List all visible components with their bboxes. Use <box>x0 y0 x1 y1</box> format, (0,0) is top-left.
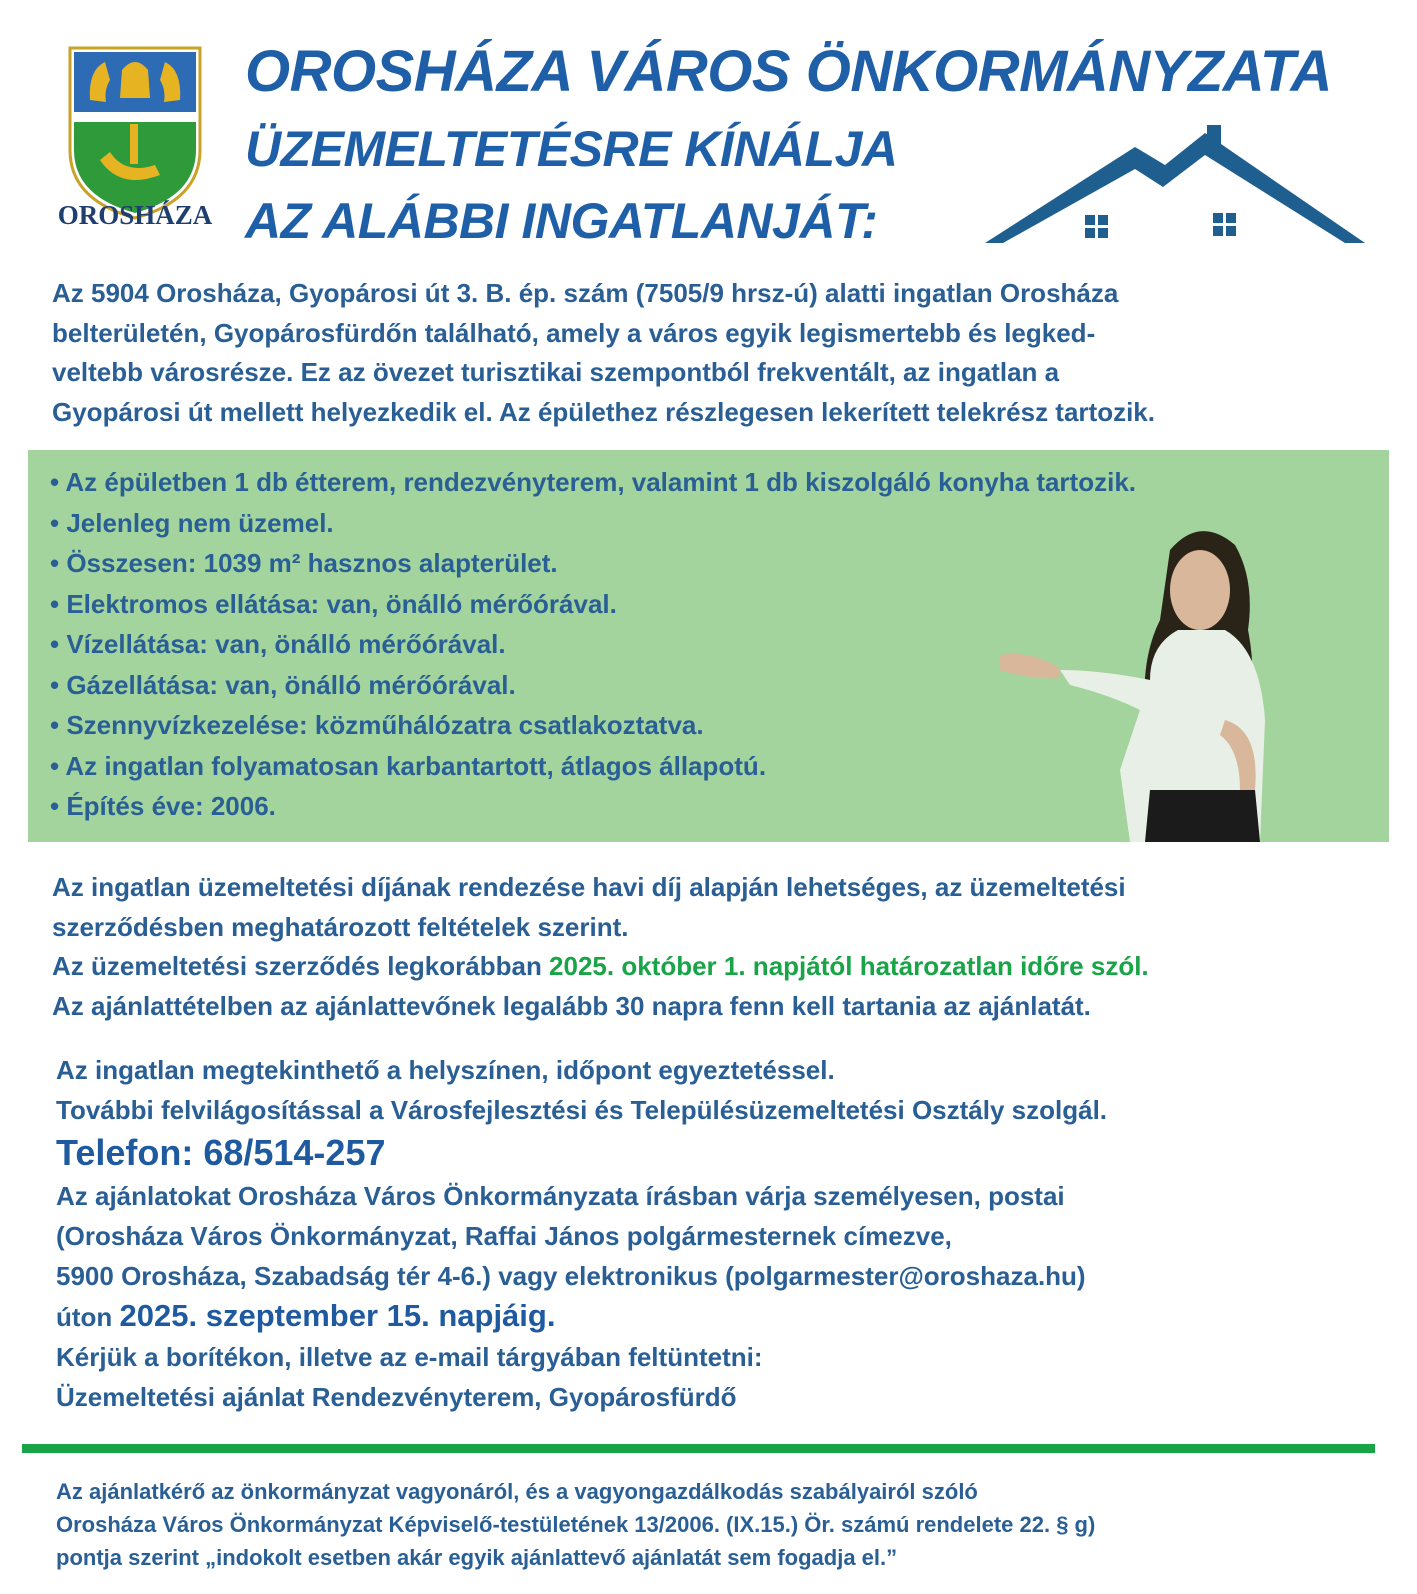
city-coat-of-arms-logo <box>57 40 213 240</box>
feature-item: • Jelenleg nem üzemel. <box>50 503 1136 544</box>
contract-start-highlight: 2025. október 1. napjától határozatlan időre szól. <box>549 951 1149 981</box>
deadline-line <box>56 1296 1386 1337</box>
footer-line: Az ajánlatkérő az önkormányzat vagyonáról, és a vagyongazdálkodás szabályairól szóló <box>56 1479 978 1504</box>
intro-paragraph <box>52 274 1382 432</box>
payment-line: szerződésben meghatározott feltételek szerint. <box>52 911 629 942</box>
house-roof-icon <box>985 125 1365 255</box>
offer-line: 5900 Orosháza, Szabadság tér 4-6.) vagy elektronikus (polgarmester@oroshaza.hu) <box>56 1261 1086 1291</box>
page-title-line-3: AZ ALÁBBI INGATLANJÁT: <box>245 193 878 249</box>
footer-line: Orosháza Város Önkormányzat Képviselő-testületének 13/2006. (IX.15.) Ör. számú rendelete 22. § g) <box>56 1512 1096 1537</box>
payment-paragraph <box>52 868 1402 1026</box>
offer-line: Az ajánlatokat Orosháza Város Önkormányzata írásban várja személyesen, postai <box>56 1181 1065 1211</box>
offer-line: (Orosháza Város Önkormányzat, Raffai János polgármesternek címezve, <box>56 1221 952 1251</box>
deadline-prefix: úton <box>56 1302 120 1332</box>
envelope-subject: Üzemeltetési ajánlat Rendezvényterem, Gyopárosfürdő <box>56 1382 737 1412</box>
page-title-line-1: OROSHÁZA VÁROS ÖNKORMÁNYZATA <box>245 39 1332 104</box>
contact-section <box>56 1050 1386 1417</box>
payment-line-start: Az üzemeltetési szerződés legkorábban <box>52 951 550 981</box>
page-title-line-2: ÜZEMELTETÉSRE KÍNÁLJA <box>245 121 898 177</box>
intro-line: veltebb városrésze. Ez az övezet turisztikai szempontból frekventált, az ingatlan a <box>52 357 1060 387</box>
footer-line: pontja szerint „indokolt esetben akár egyik ajánlattevő ajánlatát sem fogadja el.” <box>56 1545 898 1570</box>
green-divider <box>22 1444 1375 1453</box>
feature-item: • Építés éve: 2006. <box>50 786 1136 827</box>
payment-line: Az ingatlan üzemeltetési díjának rendezése havi díj alapján lehetséges, az üzemeltetési <box>52 872 1126 902</box>
feature-item: • Az épületben 1 db étterem, rendezvényterem, valamint 1 db kiszolgáló konyha tartozik. <box>50 462 1136 503</box>
payment-line <box>52 947 1402 987</box>
feature-item: • Szennyvízkezelése: közműhálózatra csatlakoztatva. <box>50 705 1136 746</box>
deadline-date: 2025. szeptember 15. napjáig. <box>119 1298 556 1333</box>
viewing-info: Az ingatlan megtekinthető a helyszínen, időpont egyeztetéssel. <box>56 1055 835 1085</box>
legal-footer <box>56 1475 1386 1574</box>
intro-line: belterületén, Gyopárosfürdőn található, amely a város egyik legismertebb és legked- <box>52 317 1096 348</box>
presenter-woman-image <box>1000 520 1385 842</box>
department-info: További felvilágosítással a Városfejlesztési és Településüzemeltetési Osztály szolgál. <box>56 1095 1108 1125</box>
feature-item: • Vízellátása: van, önálló mérőórával. <box>50 624 1136 665</box>
feature-item: • Összesen: 1039 m² hasznos alapterület. <box>50 543 1136 584</box>
payment-line: Az ajánlattételben az ajánlattevőnek legalább 30 napra fenn kell tartania az ajánlatát. <box>52 990 1091 1021</box>
intro-line: Gyopárosi út mellett helyezkedik el. Az épülethez részlegesen lekerített telekrész tartozik. <box>52 396 1155 427</box>
intro-line: Az 5904 Orosháza, Gyopárosi út 3. B. ép. szám (7505/9 hrsz-ú) alatti ingatlan Orosháza <box>52 278 1119 308</box>
feature-item: • Gázellátása: van, önálló mérőórával. <box>50 665 1136 706</box>
phone-number: Telefon: 68/514-257 <box>56 1132 386 1173</box>
envelope-instruction: Kérjük a borítékon, illetve az e-mail tárgyában feltüntetni: <box>56 1342 763 1372</box>
feature-item: • Az ingatlan folyamatosan karbantartott, átlagos állapotú. <box>50 746 1136 787</box>
feature-item: • Elektromos ellátása: van, önálló mérőórával. <box>50 584 1136 625</box>
logo-text: OROSHÁZA <box>57 200 213 230</box>
features-list <box>50 462 1136 827</box>
